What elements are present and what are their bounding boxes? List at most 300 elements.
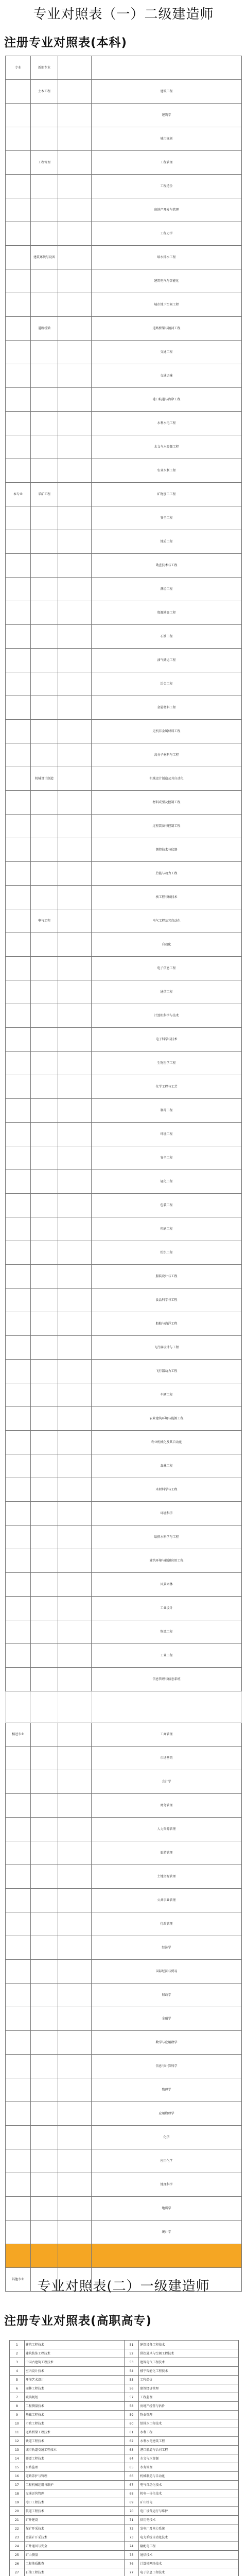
table-cell (6, 649, 31, 672)
table-row (6, 1936, 242, 1960)
table-cell: 工程管理 (31, 151, 58, 175)
table-cell (58, 2149, 92, 2173)
table-cell: 新旧专业 (31, 56, 58, 80)
table-cell: 工程造价 (139, 2376, 239, 2384)
table-cell: 5 (10, 2376, 25, 2384)
table-row (6, 483, 242, 506)
table-row (6, 246, 242, 269)
table-cell (6, 1052, 31, 1075)
table-cell (31, 578, 58, 601)
table-cell: 经济学 (92, 1936, 242, 1960)
table-cell (6, 2031, 31, 2055)
table-cell: 电厂设备运行与维护 (139, 2507, 239, 2516)
table-row (6, 2149, 242, 2173)
table-cell: 房地产经营与估价 (139, 2402, 239, 2411)
table-cell (58, 696, 92, 720)
table-row (6, 554, 242, 578)
table-cell: 19 (10, 2498, 25, 2507)
table-row (10, 2437, 239, 2446)
table-cell: 建筑工程技术 (24, 2341, 124, 2349)
table-cell: 机械设计制造及其自动化 (92, 767, 242, 791)
table-row (6, 1075, 242, 1099)
major-table-vocational (9, 2340, 239, 2576)
table-cell: 中国古建筑工程技术 (24, 2358, 124, 2367)
table-row (6, 1818, 242, 1841)
table-cell (58, 1454, 92, 1478)
table-cell (6, 696, 31, 720)
table-cell (58, 720, 92, 743)
table-cell (6, 1336, 31, 1360)
table-cell: 计算机网络技术 (139, 2560, 239, 2568)
table-cell: 地理科学 (92, 2173, 242, 2197)
table-row (6, 1889, 242, 1912)
table-cell (31, 1004, 58, 1028)
table-cell: 化学 (92, 2126, 242, 2149)
table-cell (58, 1502, 92, 1526)
table-cell (6, 1865, 31, 1889)
table-cell: 工程力学 (92, 222, 242, 246)
table-row (6, 2173, 242, 2197)
table-cell (6, 1146, 31, 1170)
table-cell: 港口航道与海岸工程 (92, 388, 242, 412)
table-cell: 印刷工程 (92, 1217, 242, 1241)
table-cell (6, 1644, 31, 1668)
table-cell (6, 1960, 31, 1984)
table-cell (58, 1123, 92, 1146)
table-cell (6, 838, 31, 862)
table-cell (31, 2149, 58, 2173)
table-row (6, 2221, 242, 2244)
table-cell: 地质工程 (92, 530, 242, 554)
table-cell: 76 (124, 2560, 139, 2568)
table-cell: 测控技术与仪器 (92, 838, 242, 862)
table-cell: 机械制造与自动化 (139, 2472, 239, 2481)
table-cell (31, 1865, 58, 1889)
table-cell: 建筑电气工程技术 (139, 2358, 239, 2367)
table-cell (58, 2126, 92, 2149)
table-cell: 工程监理 (139, 2393, 239, 2402)
table-row (6, 672, 242, 696)
table-cell (31, 862, 58, 886)
table-cell (6, 909, 31, 933)
table-cell: 城镇规划 (24, 2393, 124, 2402)
table-cell: 工程管理 (92, 151, 242, 175)
table-row (10, 2472, 239, 2481)
table-cell: 输配电工程 (139, 2542, 239, 2551)
table-row (6, 1004, 242, 1028)
table-row (10, 2446, 239, 2454)
table-cell (6, 1194, 31, 1217)
table-cell (31, 1549, 58, 1573)
table-row (6, 1984, 242, 2007)
table-cell: 9 (10, 2411, 25, 2419)
table-cell: 其他专业 (6, 2268, 31, 2292)
table-cell: 金融学 (92, 2007, 242, 2031)
table-row (10, 2507, 239, 2516)
table-cell (31, 293, 58, 317)
table-cell (58, 1912, 92, 1936)
table-row (6, 293, 242, 317)
table-row (6, 530, 242, 554)
table-cell: 安全工程 (92, 506, 242, 530)
table-cell: 交通工程 (92, 341, 242, 364)
table-cell: 矿井通风与安全 (24, 2542, 124, 2551)
table-cell (58, 2173, 92, 2197)
table-cell (58, 1936, 92, 1960)
table-cell: 53 (124, 2358, 139, 2367)
table-cell (6, 625, 31, 649)
table-cell: 金属材料工程 (92, 696, 242, 720)
table-cell (6, 1889, 31, 1912)
table-cell (6, 1573, 31, 1597)
table-cell: 化学工程与工艺 (92, 1075, 242, 1099)
title-table-2: 专业对照表(二）一级建造师 (37, 2279, 210, 2294)
table-cell (31, 2126, 58, 2149)
table-cell: 车辆工程 (92, 1383, 242, 1407)
table-cell (58, 1723, 92, 1747)
table-row (6, 506, 242, 530)
table-cell (6, 1620, 31, 1644)
table-cell: 56 (124, 2384, 139, 2393)
table-row (6, 1841, 242, 1865)
highlighted-row (6, 2244, 242, 2268)
table-cell: 国际经济与贸易 (92, 1960, 242, 1984)
table-cell: 公共事业管理 (92, 1889, 242, 1912)
table-cell: 服装设计与工程 (92, 1265, 242, 1289)
table-cell (31, 222, 58, 246)
table-row (6, 2055, 242, 2078)
table-row (6, 2078, 242, 2102)
table-cell (31, 1526, 58, 1549)
table-cell (58, 1889, 92, 1912)
table-row (10, 2560, 239, 2568)
table-cell: 水利水电建筑工程 (139, 2437, 239, 2446)
table-cell: 船舶与海洋工程 (92, 1312, 242, 1336)
table-cell: 59 (124, 2411, 139, 2419)
table-cell (58, 1431, 92, 1454)
table-row (10, 2463, 239, 2472)
table-row (6, 1431, 242, 1454)
table-cell: 11 (10, 2428, 25, 2437)
table-cell: 过程装备与控制工程 (92, 815, 242, 838)
table-cell (31, 1747, 58, 1770)
table-cell (6, 1217, 31, 1241)
table-row (6, 933, 242, 957)
table-cell: 飞行器设计与工程 (92, 1336, 242, 1360)
table-cell (31, 1936, 58, 1960)
table-row (6, 1265, 242, 1289)
table-row (6, 1502, 242, 1526)
table-cell: 工程机械运用与维护 (24, 2481, 124, 2489)
table-row (6, 1383, 242, 1407)
table-cell (58, 412, 92, 435)
table-cell: 冶金工程 (92, 672, 242, 696)
table-cell (6, 1818, 31, 1841)
table-row (6, 1794, 242, 1818)
table-cell: 1 (10, 2341, 25, 2349)
table-cell: 应用化学 (92, 2149, 242, 2173)
table-cell: 应用物理学 (92, 2102, 242, 2126)
table-cell: 27 (10, 2568, 25, 2576)
table-row (10, 2341, 239, 2349)
table-row (10, 2551, 239, 2560)
table-cell: 电气工程及其自动化 (92, 909, 242, 933)
table-cell: 电力系统自动化技术 (139, 2533, 239, 2542)
table-cell: 农业机械化及其自动化 (92, 1431, 242, 1454)
table-cell (58, 341, 92, 364)
table-row (10, 2568, 239, 2576)
table-cell (6, 459, 31, 483)
table-cell (6, 1123, 31, 1146)
table-cell: 物流工程 (92, 1620, 242, 1644)
table-cell: 工程造价 (92, 175, 242, 198)
table-cell: 信息与计算科学 (92, 2055, 242, 2078)
table-cell: 55 (124, 2376, 139, 2384)
table-cell (58, 1644, 92, 1668)
table-cell (31, 838, 58, 862)
table-row (6, 862, 242, 886)
table-cell: 土地资源管理 (92, 1865, 242, 1889)
table-cell (6, 1028, 31, 1052)
table-cell: 城市规划 (92, 127, 242, 151)
table-cell: 园林工程技术 (24, 2384, 124, 2393)
table-cell: 2 (10, 2349, 25, 2358)
table-cell (6, 554, 31, 578)
table-row (6, 317, 242, 341)
table-cell (6, 530, 31, 554)
table-cell: 安全工程 (92, 1146, 242, 1170)
table-row (6, 435, 242, 459)
table-cell (6, 1478, 31, 1502)
table-cell: 矿山测量 (24, 2551, 124, 2560)
table-cell (31, 1912, 58, 1936)
table-row (6, 649, 242, 672)
table-cell: 物业管理 (139, 2411, 239, 2419)
table-row (10, 2384, 239, 2393)
table-cell (58, 2055, 92, 2078)
table-cell: 水文与水资源工程 (92, 435, 242, 459)
table-cell (58, 2197, 92, 2221)
table-cell (31, 1668, 58, 1691)
table-cell: 77 (124, 2568, 139, 2576)
table-cell: 采矿工程 (31, 483, 58, 506)
table-cell (58, 483, 92, 506)
table-cell (58, 1075, 92, 1099)
table-cell (31, 2007, 58, 2031)
table-row (6, 341, 242, 364)
table-cell: 23 (10, 2533, 25, 2542)
table-cell: 行政管理 (92, 1912, 242, 1936)
table-cell (58, 388, 92, 412)
table-cell: 风景园林 (92, 1573, 242, 1597)
table-cell (92, 56, 242, 80)
table-cell: 电气自动化技术 (139, 2481, 239, 2489)
table-row (6, 127, 242, 151)
table-cell: 轻化工程 (92, 1170, 242, 1194)
table-cell (92, 2244, 242, 2268)
table-cell: 25 (10, 2551, 25, 2560)
table-cell (31, 815, 58, 838)
table-cell (31, 1028, 58, 1052)
table-row (6, 222, 242, 246)
table-cell (58, 269, 92, 293)
table-cell (6, 1075, 31, 1099)
table-cell: 港口航道与治河工程 (139, 2446, 239, 2454)
table-cell: 工商管理 (92, 1723, 242, 1747)
table-cell (31, 554, 58, 578)
table-cell (6, 2102, 31, 2126)
table-cell (31, 886, 58, 909)
table-cell (31, 1431, 58, 1454)
table-cell (58, 1383, 92, 1407)
table-cell: 生物医学工程 (92, 1052, 242, 1075)
table-cell: 24 (10, 2542, 25, 2551)
table-cell: 交通运营管理 (24, 2489, 124, 2498)
table-cell (6, 1668, 31, 1691)
table-row (10, 2376, 239, 2384)
table-cell (31, 104, 58, 127)
table-cell (6, 1549, 31, 1573)
table-cell (31, 720, 58, 743)
table-cell (31, 1723, 58, 1747)
table-cell (6, 1265, 31, 1289)
table-cell: 市场营销 (92, 1747, 242, 1770)
table-cell (31, 1889, 58, 1912)
table-cell (58, 364, 92, 388)
table-row (6, 696, 242, 720)
table-cell: 铁道工程技术 (24, 2437, 124, 2446)
table-cell (31, 2221, 58, 2244)
table-row (6, 198, 242, 222)
table-cell (31, 1099, 58, 1123)
table-cell (58, 554, 92, 578)
table-cell (6, 578, 31, 601)
table-cell: 给排水科学与工程 (92, 1526, 242, 1549)
table-cell (6, 791, 31, 815)
table-row (6, 2007, 242, 2031)
table-cell: 机械设计制造 (31, 767, 58, 791)
table-cell (58, 1407, 92, 1431)
table-cell (31, 625, 58, 649)
table-cell (31, 1360, 58, 1383)
table-cell (58, 1549, 92, 1573)
table-cell (58, 1289, 92, 1312)
table-cell (58, 862, 92, 886)
table-cell: 62 (124, 2437, 139, 2446)
table-cell (6, 2197, 31, 2221)
table-row (6, 1336, 242, 1360)
table-cell: 13 (10, 2446, 25, 2454)
table-cell (31, 696, 58, 720)
table-cell (31, 2031, 58, 2055)
table-cell (6, 364, 31, 388)
table-cell: 20 (10, 2507, 25, 2516)
table-cell (31, 1146, 58, 1170)
table-cell (6, 1099, 31, 1123)
table-row (6, 1912, 242, 1936)
table-cell: 建筑工程 (92, 80, 242, 104)
table-cell (58, 293, 92, 317)
table-cell: 木材科学与工程 (92, 1478, 242, 1502)
table-row (6, 720, 242, 743)
table-cell (58, 578, 92, 601)
table-cell: 人力资源管理 (92, 1818, 242, 1841)
table-cell (31, 1794, 58, 1818)
table-row (6, 151, 242, 175)
table-cell: 统计学 (92, 2221, 242, 2244)
table-cell: 隧道工程技术 (24, 2454, 124, 2463)
table-cell (58, 767, 92, 791)
table-cell: 相近专业 (6, 1723, 31, 1747)
table-cell (31, 2173, 58, 2197)
table-row (6, 1241, 242, 1265)
table-cell: 75 (124, 2551, 139, 2560)
table-cell (58, 1052, 92, 1075)
table-cell (58, 1573, 92, 1597)
table-cell (58, 980, 92, 1004)
table-cell: 6 (10, 2384, 25, 2393)
table-cell: 数学与应用数学 (92, 2031, 242, 2055)
table-cell: 74 (124, 2542, 139, 2551)
table-row (6, 2126, 242, 2149)
spacer-cell (31, 1691, 58, 1723)
table-cell (31, 175, 58, 198)
table-cell: 发电厂及电力系统 (139, 2524, 239, 2533)
table-cell (31, 506, 58, 530)
table-cell: 城市轨道交通工程技术 (24, 2446, 124, 2454)
table-cell: 8 (10, 2402, 25, 2411)
table-row (6, 1723, 242, 1747)
table-cell: 工程测量技术 (24, 2402, 124, 2411)
table-row (6, 1217, 242, 1241)
table-row (10, 2498, 239, 2507)
table-cell (31, 1170, 58, 1194)
table-row (6, 1747, 242, 1770)
table-cell (58, 743, 92, 767)
table-cell (31, 198, 58, 222)
table-row (10, 2481, 239, 2489)
table-cell (58, 317, 92, 341)
table-cell (31, 649, 58, 672)
table-cell (6, 1454, 31, 1478)
table-row (6, 1960, 242, 1984)
table-cell: 供用电技术 (139, 2516, 239, 2524)
table-cell (58, 127, 92, 151)
table-row (10, 2367, 239, 2376)
table-row (6, 1770, 242, 1794)
table-cell (6, 980, 31, 1004)
table-cell: 22 (10, 2524, 25, 2533)
table-cell (31, 2102, 58, 2126)
table-cell (58, 1960, 92, 1984)
table-cell (58, 1478, 92, 1502)
table-row (10, 2411, 239, 2419)
table-cell (58, 80, 92, 104)
table-cell: 财政学 (92, 1984, 242, 2007)
table-cell: 煤矿开采技术 (24, 2524, 124, 2533)
table-cell (6, 886, 31, 909)
subtitle-table-2: 注册专业对照表(高职高专) (4, 2314, 152, 2328)
table-cell: 工业设计 (92, 1597, 242, 1620)
spacer-cell (58, 1691, 92, 1723)
table-cell: 道路桥梁 (31, 317, 58, 341)
table-cell (31, 530, 58, 554)
table-row (6, 459, 242, 483)
table-cell (58, 957, 92, 980)
major-table-undergraduate (5, 56, 242, 2292)
table-row (6, 1549, 242, 1573)
table-cell (58, 1841, 92, 1865)
